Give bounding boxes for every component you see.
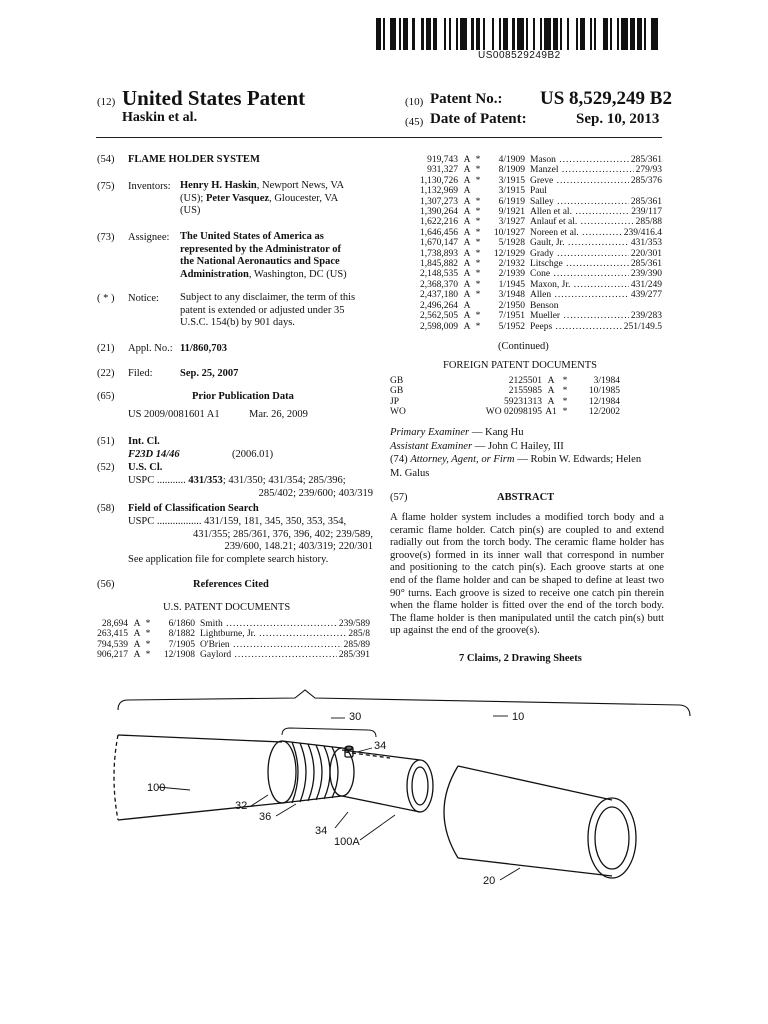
ref-number: 1,670,147 bbox=[420, 238, 458, 249]
search-line-2: 431/355; 285/361, 376, 396, 402; 239/589, bbox=[193, 528, 373, 540]
ref-class bbox=[660, 186, 662, 196]
intcl-label: Int. Cl. bbox=[128, 436, 160, 447]
inventor-1-location: , Newport News, VA bbox=[256, 180, 345, 191]
claims-summary: 7 Claims, 2 Drawing Sheets bbox=[459, 653, 582, 664]
ref-class: 439/277 bbox=[630, 290, 662, 301]
ref-number: 794,539 bbox=[97, 639, 128, 650]
foreign-kind: A1 bbox=[545, 407, 557, 418]
reference-row bbox=[410, 322, 662, 332]
ref-kind: A bbox=[463, 175, 471, 186]
reference-row bbox=[80, 640, 370, 650]
reference-row bbox=[410, 186, 662, 196]
label-100a: 100A bbox=[334, 836, 360, 848]
foreign-number: 2125501 bbox=[508, 376, 542, 386]
ref-name: Allen et al. ..... bbox=[530, 207, 629, 217]
label-34-pin: 34 bbox=[374, 740, 387, 752]
ref-kind: A bbox=[133, 619, 141, 629]
ref-kind: A bbox=[463, 227, 471, 238]
ref-name: Greve ..... bbox=[530, 176, 629, 186]
filed-code: (22) bbox=[97, 368, 115, 379]
search-line-3: 239/600, 148.21; 403/319; 220/301 bbox=[224, 541, 373, 552]
ref-class bbox=[660, 301, 662, 311]
ref-number: 2,437,180 bbox=[420, 290, 458, 301]
ref-star: * bbox=[475, 227, 481, 238]
intcl-class: F23D 14/46 bbox=[128, 449, 180, 460]
inventor-1: Henry H. Haskin bbox=[180, 180, 257, 191]
uscl-block bbox=[128, 475, 373, 500]
reference-row bbox=[410, 217, 662, 227]
ref-kind: A bbox=[463, 311, 471, 322]
label-34-lower: 34 bbox=[315, 825, 328, 837]
reference-row bbox=[410, 269, 662, 279]
ref-class: 279/93 bbox=[635, 165, 662, 176]
reference-row bbox=[410, 165, 662, 175]
ref-name: Lightburne, Jr. ..... bbox=[200, 629, 346, 639]
assignee-code: (73) bbox=[97, 232, 115, 243]
foreign-kind: A bbox=[547, 376, 555, 386]
inventors-code: (75) bbox=[97, 181, 115, 192]
ref-name: Grady ..... bbox=[530, 249, 629, 259]
ref-date: 10/1927 bbox=[493, 227, 525, 238]
ref-number: 1,130,726 bbox=[420, 175, 458, 186]
ref-name: Gaylord ..... bbox=[200, 650, 337, 660]
ref-number: 1,845,882 bbox=[420, 259, 458, 270]
inventors-block bbox=[180, 180, 370, 218]
reference-row bbox=[80, 650, 370, 660]
ref-kind: A bbox=[463, 165, 471, 176]
foreign-reference-row bbox=[390, 397, 662, 407]
barcode-bar bbox=[621, 18, 628, 50]
foreign-country: JP bbox=[390, 396, 399, 407]
barcode bbox=[376, 18, 661, 50]
ref-star bbox=[473, 186, 483, 196]
foreign-kind: A bbox=[547, 396, 555, 407]
attorney-name: — Robin W. Edwards; Helen bbox=[517, 454, 642, 465]
intcl-year: (2006.01) bbox=[232, 449, 274, 460]
publication-number: US008529249B2 bbox=[478, 50, 561, 61]
label-10: 10 bbox=[512, 711, 525, 723]
attorney-label: Attorney, Agent, or Firm bbox=[410, 454, 515, 465]
reference-row bbox=[410, 301, 662, 311]
ref-star: * bbox=[145, 619, 151, 629]
ref-date: 12/1929 bbox=[493, 248, 525, 259]
ref-class: 285/361 bbox=[630, 155, 662, 165]
foreign-number: 2155985 bbox=[508, 386, 542, 397]
ref-name: Noreen et al. ..... bbox=[530, 228, 622, 238]
reference-row bbox=[410, 280, 662, 290]
label-36: 36 bbox=[259, 811, 272, 823]
notice-block bbox=[180, 292, 380, 330]
ref-name: Mueller ..... bbox=[530, 311, 629, 321]
ref-name: Maxon, Jr. ..... bbox=[530, 280, 629, 290]
ref-kind: A bbox=[463, 279, 471, 290]
reference-row bbox=[410, 197, 662, 207]
ref-date: 7/1905 bbox=[168, 639, 195, 650]
reference-row bbox=[410, 238, 662, 248]
ref-name: Cone ..... bbox=[530, 269, 629, 279]
uscl-label: U.S. Cl. bbox=[128, 462, 163, 473]
assignee-line-1: The United States of America as bbox=[180, 231, 324, 242]
ref-star: * bbox=[475, 290, 481, 301]
ref-star: * bbox=[475, 217, 481, 228]
label-30: 30 bbox=[349, 711, 362, 723]
assignee-line-4: Administration bbox=[180, 268, 249, 280]
ref-kind: A bbox=[463, 321, 471, 332]
inventors-label: Inventors: bbox=[128, 181, 171, 192]
reference-row bbox=[410, 176, 662, 186]
reference-row bbox=[410, 249, 662, 259]
ref-name: Benson bbox=[530, 300, 559, 311]
ref-date: 7/1951 bbox=[498, 311, 525, 322]
inventor-2-country: (US) bbox=[180, 205, 201, 216]
us-references-left bbox=[80, 619, 370, 661]
ref-date: 6/1860 bbox=[168, 619, 195, 629]
ref-number: 2,368,370 bbox=[420, 279, 458, 290]
search-label: Field of Classification Search bbox=[128, 503, 259, 514]
ref-date: 4/1909 bbox=[498, 155, 525, 165]
filed-date: Sep. 25, 2007 bbox=[180, 368, 239, 379]
reference-row bbox=[80, 629, 370, 639]
ref-number: 2,496,264 bbox=[420, 300, 458, 311]
label-20: 20 bbox=[483, 875, 496, 887]
prior-pub-code: (65) bbox=[97, 391, 115, 402]
ref-kind: A bbox=[463, 259, 471, 270]
title-code: (54) bbox=[97, 154, 115, 165]
search-code: (58) bbox=[97, 503, 115, 514]
foreign-date: 10/1985 bbox=[588, 386, 620, 397]
ref-name: Peeps ..... bbox=[530, 322, 622, 332]
label-100: 100 bbox=[147, 782, 166, 794]
ref-star: * bbox=[475, 248, 481, 259]
filed-label: Filed: bbox=[128, 368, 153, 379]
uscl-rest-1: ; 431/350; 431/354; 285/396; bbox=[222, 475, 346, 486]
reference-row bbox=[410, 155, 662, 165]
barcode-bar bbox=[651, 18, 658, 50]
foreign-reference-row bbox=[390, 386, 662, 396]
foreign-date: 12/1984 bbox=[588, 396, 620, 407]
patent-no-value: US 8,529,249 B2 bbox=[540, 88, 672, 109]
ref-name: Mason ..... bbox=[530, 155, 629, 165]
reference-row bbox=[410, 259, 662, 269]
ref-star: * bbox=[475, 259, 481, 270]
foreign-references bbox=[390, 376, 662, 418]
ref-name: Paul bbox=[530, 186, 547, 197]
ref-kind: A bbox=[463, 269, 471, 280]
ref-kind: A bbox=[463, 155, 471, 165]
search-block bbox=[128, 516, 373, 566]
assignee-line-3: the National Aeronautics and Space bbox=[180, 256, 340, 267]
ref-date: 9/1921 bbox=[498, 207, 525, 218]
assignee-location: , Washington, DC (US) bbox=[248, 268, 347, 280]
ref-date: 3/1927 bbox=[498, 217, 525, 228]
ref-number: 1,738,893 bbox=[420, 248, 458, 259]
ref-number: 28,694 bbox=[101, 619, 128, 629]
ref-star: * bbox=[475, 279, 481, 290]
ref-date: 12/1908 bbox=[163, 650, 195, 661]
reference-row bbox=[410, 311, 662, 321]
ref-number: 931,327 bbox=[427, 165, 458, 176]
invention-title: FLAME HOLDER SYSTEM bbox=[128, 154, 260, 165]
ref-kind: A bbox=[463, 217, 471, 228]
prior-pub-date: Mar. 26, 2009 bbox=[249, 409, 308, 420]
notice-line-3: U.S.C. 154(b) by 901 days. bbox=[180, 317, 295, 328]
ref-name: Manzel ..... bbox=[530, 165, 634, 175]
ref-name: Smith ..... bbox=[200, 619, 337, 629]
ref-number: 263,415 bbox=[97, 629, 128, 640]
ref-class: 239/589 bbox=[338, 619, 370, 629]
patent-no-code: (10) bbox=[405, 96, 424, 108]
foreign-star: * bbox=[562, 376, 568, 386]
reference-row bbox=[410, 228, 662, 238]
uscl-code: (52) bbox=[97, 462, 115, 473]
primary-examiner-label: Primary Examiner bbox=[390, 427, 470, 438]
reference-row bbox=[410, 290, 662, 300]
uscl-rest-2: 285/402; 239/600; 403/319 bbox=[258, 487, 373, 499]
ref-class: 285/361 bbox=[630, 196, 662, 207]
uscl-prefix: USPC ........... bbox=[128, 475, 186, 486]
attorney-code: (74) bbox=[390, 454, 408, 465]
barcode-bar bbox=[544, 18, 551, 50]
foreign-reference-row bbox=[390, 376, 662, 386]
foreign-kind: A bbox=[547, 386, 555, 397]
appl-label: Appl. No.: bbox=[128, 343, 173, 354]
foreign-docs-heading: FOREIGN PATENT DOCUMENTS bbox=[443, 360, 598, 371]
barcode-bar bbox=[569, 18, 576, 50]
foreign-date: 12/2002 bbox=[588, 407, 620, 418]
ref-class: 239/390 bbox=[630, 269, 662, 280]
ref-date: 8/1882 bbox=[168, 629, 195, 640]
inventor-2: Peter Vasquez bbox=[205, 192, 270, 204]
ref-number: 1,646,456 bbox=[420, 227, 458, 238]
foreign-date: 3/1984 bbox=[593, 376, 620, 386]
ref-number: 2,562,505 bbox=[420, 311, 458, 322]
ref-class: 239/283 bbox=[630, 311, 662, 322]
ref-kind: A bbox=[463, 290, 471, 301]
reference-row bbox=[410, 207, 662, 217]
doc-kind-code: (12) bbox=[97, 96, 116, 108]
search-line-1: USPC ................. 431/159, 181, 345, 350, 353, 354, bbox=[128, 516, 347, 527]
ref-name: Salley ..... bbox=[530, 197, 629, 207]
foreign-number: 59231313 bbox=[504, 396, 542, 407]
foreign-star: * bbox=[562, 407, 568, 418]
notice-line-2: patent is extended or adjusted under 35 bbox=[180, 304, 345, 316]
assistant-examiner: — John C Hailey, III bbox=[474, 440, 564, 452]
notice-code: ( * ) bbox=[97, 293, 115, 304]
abstract-heading: ABSTRACT bbox=[497, 492, 555, 503]
primary-examiner: — Kang Hu bbox=[471, 427, 524, 438]
ref-date: 1/1945 bbox=[498, 279, 525, 290]
ref-kind: A bbox=[133, 629, 141, 640]
ref-kind: A bbox=[463, 238, 471, 249]
ref-star: * bbox=[475, 321, 481, 332]
barcode-bar bbox=[437, 18, 444, 50]
ref-kind: A bbox=[463, 207, 471, 218]
inventor-2-location: , Gloucester, VA bbox=[269, 192, 339, 204]
header-rule bbox=[96, 137, 662, 138]
barcode-bar bbox=[596, 18, 603, 50]
us-references-right bbox=[410, 155, 662, 332]
search-line-4: See application file for complete search history. bbox=[128, 553, 329, 565]
ref-star: * bbox=[475, 269, 481, 280]
ref-name: Gault, Jr. ..... bbox=[530, 238, 629, 248]
foreign-country: GB bbox=[390, 376, 404, 386]
ref-number: 1,390,264 bbox=[420, 207, 458, 218]
barcode-bar bbox=[415, 18, 422, 50]
label-32: 32 bbox=[235, 800, 248, 812]
prior-pub-heading: Prior Publication Data bbox=[192, 391, 294, 402]
attorney-name-2: M. Galus bbox=[390, 467, 430, 479]
ref-kind: A bbox=[463, 248, 471, 259]
ref-number: 906,217 bbox=[97, 650, 128, 661]
notice-label: Notice: bbox=[128, 293, 159, 304]
ref-name: O'Brien ..... bbox=[200, 640, 342, 650]
ref-class: 285/88 bbox=[635, 217, 662, 228]
refs-heading: References Cited bbox=[193, 579, 269, 590]
ref-date: 3/1915 bbox=[498, 175, 525, 186]
foreign-star: * bbox=[562, 396, 568, 407]
abstract-code: (57) bbox=[390, 492, 408, 503]
ref-star: * bbox=[475, 155, 481, 165]
foreign-country: WO bbox=[390, 407, 406, 418]
refs-code: (56) bbox=[97, 579, 115, 590]
notice-line-1: Subject to any disclaimer, the term of this bbox=[180, 292, 356, 303]
barcode-bar bbox=[517, 18, 524, 50]
prior-pub-number: US 2009/0081601 A1 bbox=[128, 409, 220, 420]
ref-number: 919,743 bbox=[427, 155, 458, 165]
continued-note: (Continued) bbox=[498, 341, 549, 352]
ref-number: 2,598,009 bbox=[420, 321, 458, 332]
us-docs-heading: U.S. PATENT DOCUMENTS bbox=[163, 602, 291, 613]
ref-number: 1,622,216 bbox=[420, 217, 458, 228]
assignee-label: Assignee: bbox=[128, 232, 170, 243]
date-value: Sep. 10, 2013 bbox=[576, 111, 660, 127]
examiners-block bbox=[390, 426, 664, 480]
ref-date: 3/1915 bbox=[498, 186, 525, 197]
ref-star: * bbox=[475, 175, 481, 186]
ref-number: 2,148,535 bbox=[420, 269, 458, 280]
ref-class: 285/391 bbox=[338, 650, 370, 661]
ref-name: Allen ..... bbox=[530, 290, 629, 300]
ref-star bbox=[473, 301, 483, 311]
appl-code: (21) bbox=[97, 343, 115, 354]
date-label: Date of Patent: bbox=[430, 111, 527, 127]
date-code: (45) bbox=[405, 116, 424, 128]
barcode-bar bbox=[390, 18, 397, 50]
ref-name: Litschge ..... bbox=[530, 259, 629, 269]
ref-star: * bbox=[145, 639, 151, 650]
ref-number: 1,132,969 bbox=[420, 186, 458, 197]
uscl-main: 431/353 bbox=[188, 475, 223, 486]
ref-kind: A bbox=[463, 186, 471, 197]
foreign-number: WO 02098195 bbox=[485, 407, 542, 418]
assignee-line-2: represented by the Administrator of bbox=[180, 243, 341, 255]
reference-row bbox=[80, 619, 370, 629]
inventors-short: Haskin et al. bbox=[122, 110, 198, 125]
ref-date: 8/1909 bbox=[498, 165, 525, 176]
ref-date: 2/1932 bbox=[498, 259, 525, 270]
patent-no-label: Patent No.: bbox=[430, 91, 503, 107]
barcode-bar bbox=[658, 18, 660, 50]
patent-drawing bbox=[0, 680, 768, 900]
ref-class: 285/376 bbox=[630, 175, 662, 186]
appl-number: 11/860,703 bbox=[180, 343, 227, 354]
foreign-reference-row bbox=[390, 407, 662, 417]
ref-class: 239/117 bbox=[631, 207, 662, 218]
ref-class: 251/149.5 bbox=[623, 321, 662, 332]
ref-date: 5/1928 bbox=[498, 238, 525, 249]
document-title: United States Patent bbox=[122, 86, 306, 110]
ref-date: 6/1919 bbox=[498, 196, 525, 207]
ref-star: * bbox=[475, 196, 481, 207]
ref-kind: A bbox=[463, 196, 471, 207]
ref-class: 431/353 bbox=[630, 238, 662, 249]
ref-star: * bbox=[145, 650, 151, 661]
ref-kind: A bbox=[133, 650, 141, 661]
ref-kind: A bbox=[463, 300, 471, 311]
foreign-country: GB bbox=[390, 386, 404, 397]
ref-class: 285/8 bbox=[348, 629, 370, 640]
ref-star: * bbox=[475, 165, 481, 176]
ref-class: 220/301 bbox=[630, 248, 662, 259]
assistant-examiner-label: Assistant Examiner bbox=[390, 440, 473, 452]
barcode-bar bbox=[485, 18, 492, 50]
barcode-bar bbox=[460, 18, 467, 50]
ref-star: * bbox=[475, 311, 481, 322]
ref-date: 2/1939 bbox=[498, 269, 525, 280]
ref-kind: A bbox=[133, 639, 141, 650]
ref-date: 5/1952 bbox=[498, 321, 525, 332]
ref-date: 2/1950 bbox=[498, 300, 525, 311]
ref-date: 3/1948 bbox=[498, 290, 525, 301]
inventor-1-country: (US); bbox=[180, 192, 204, 204]
ref-class: 285/361 bbox=[630, 259, 662, 270]
foreign-star: * bbox=[562, 386, 568, 397]
ref-name: Anlauf et al. ..... bbox=[530, 217, 634, 227]
intcl-code: (51) bbox=[97, 436, 115, 447]
ref-star: * bbox=[475, 207, 481, 218]
ref-class: 285/89 bbox=[343, 639, 370, 650]
assignee-block bbox=[180, 231, 380, 281]
ref-number: 1,307,273 bbox=[420, 196, 458, 207]
ref-star: * bbox=[145, 629, 151, 640]
ref-star: * bbox=[475, 238, 481, 249]
ref-class: 239/416.4 bbox=[623, 227, 662, 238]
ref-class: 431/249 bbox=[630, 279, 662, 290]
abstract-text: A flame holder system includes a modified torch body and a ceramic flame holder. Catch pin(s) are coupled to and extend radially out from the torch body. The ceramic flame holder has groove(s) formed in its inner wall that correspond in number and positioning to the catch pin(s). Each groove starts at one end of the flame holder and can be shaped to define at least two 90° turns. Each groove is sized to receive one catch pin therein when the flame holder is fitted over the end of the torch body. The flame holder is then manipulated until the catch pin(s) butt up against the end of the groove(s). bbox=[390, 512, 664, 637]
